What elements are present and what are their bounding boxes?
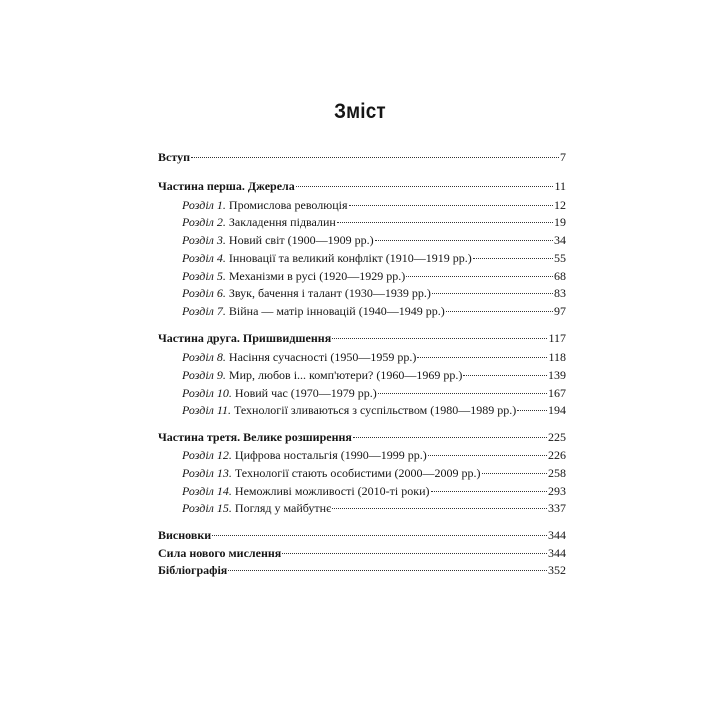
dot-leader [417, 357, 547, 358]
toc-page-number: 68 [554, 269, 566, 283]
toc-chapter-2[interactable] [182, 213, 566, 231]
toc-page-number: 344 [548, 528, 566, 542]
chapter-title: Новий час (1970—1979 рр.) [234, 386, 377, 400]
page-title: Зміст [334, 100, 386, 123]
toc-part-2[interactable] [158, 329, 566, 347]
chapter-title: Механізми в русі (1920—1929 рр.) [228, 269, 406, 283]
chapter-title: Інновації та великий конфлікт (1910—1919 рр.) [228, 251, 472, 265]
toc-part-1[interactable] [158, 177, 566, 195]
dot-leader [353, 437, 547, 438]
toc-page-number: 258 [548, 466, 566, 480]
toc-page-number: 225 [548, 430, 566, 444]
toc-chapter-10[interactable] [182, 384, 566, 402]
toc-entry-conclusions[interactable] [158, 526, 566, 544]
dot-leader [482, 473, 547, 474]
chapter-title: Закладення підвалин [228, 215, 336, 229]
toc-page-number: 117 [548, 331, 566, 345]
chapter-prefix: Розділ 1. [182, 198, 226, 212]
toc-chapter-11[interactable] [182, 401, 566, 419]
toc-page-number: 11 [554, 179, 566, 193]
toc-chapter-8[interactable] [182, 348, 566, 366]
chapter-prefix: Розділ 14. [182, 484, 232, 498]
dot-leader [517, 410, 547, 411]
toc-page-number: 34 [554, 233, 566, 247]
chapter-title: Новий світ (1900—1909 рр.) [228, 233, 374, 247]
chapter-title: Війна — матір інновацій (1940—1949 рр.) [228, 304, 445, 318]
toc-part-3[interactable] [158, 428, 566, 446]
dot-leader [428, 455, 547, 456]
chapter-prefix: Розділ 3. [182, 233, 226, 247]
chapter-title: Технології стають особистими (2000—2009 рр.) [234, 466, 481, 480]
toc-chapter-13[interactable] [182, 464, 566, 482]
chapter-title: Цифрова ностальгія (1990—1999 рр.) [234, 448, 427, 462]
chapter-prefix: Розділ 2. [182, 215, 226, 229]
toc-chapter-12[interactable] [182, 446, 566, 464]
chapter-prefix: Розділ 15. [182, 501, 232, 515]
toc-page-number: 55 [554, 251, 566, 265]
dot-leader [375, 240, 553, 241]
toc-page-number: 352 [548, 563, 566, 577]
chapter-prefix: Розділ 11. [182, 403, 232, 417]
toc-page-number: 118 [548, 350, 566, 364]
chapter-prefix: Розділ 7. [182, 304, 226, 318]
toc-page-number: 167 [548, 386, 566, 400]
toc-page-number: 139 [548, 368, 566, 382]
part-title: Джерела [247, 179, 295, 193]
toc-page-number: 194 [548, 403, 566, 417]
dot-leader [431, 491, 548, 492]
dot-leader [406, 276, 553, 277]
toc-chapter-1[interactable] [182, 196, 566, 214]
toc-chapter-6[interactable] [182, 284, 566, 302]
chapter-title: Насіння сучасності (1950—1959 рр.) [228, 350, 417, 364]
chapter-prefix: Розділ 9. [182, 368, 226, 382]
chapter-prefix: Розділ 5. [182, 269, 226, 283]
dot-leader [446, 311, 553, 312]
toc-page-number: 7 [560, 150, 566, 164]
toc-page-number: 337 [548, 501, 566, 515]
dot-leader [228, 570, 547, 571]
chapter-title: Технології зливаються з суспільством (1980—1989 рр.) [234, 403, 517, 417]
dot-leader [191, 157, 559, 158]
dot-leader [282, 553, 547, 554]
toc-chapter-4[interactable] [182, 249, 566, 267]
toc-entry-bibliography[interactable] [158, 561, 566, 579]
chapter-prefix: Розділ 4. [182, 251, 226, 265]
dot-leader [349, 205, 554, 206]
toc-page-number: 293 [548, 484, 566, 498]
toc-chapter-14[interactable] [182, 482, 566, 500]
dot-leader [432, 293, 553, 294]
chapter-prefix: Розділ 8. [182, 350, 226, 364]
dot-leader [473, 258, 553, 259]
toc-page-number: 226 [548, 448, 566, 462]
toc-chapter-7[interactable] [182, 302, 566, 320]
chapter-prefix: Розділ 12. [182, 448, 232, 462]
part-label: Частина перша. [158, 179, 245, 193]
dot-leader [463, 375, 547, 376]
part-title: Пришвидшення [242, 331, 332, 345]
chapter-title: Неможливі можливості (2010-ті роки) [234, 484, 430, 498]
toc-entry-label: Бібліографія [158, 563, 228, 577]
chapter-title: Мир, любов і... комп'ютери? (1960—1969 рр.) [228, 368, 463, 382]
chapter-title: Звук, бачення і талант (1930—1939 рр.) [228, 286, 431, 300]
part-label: Частина третя. [158, 430, 241, 444]
dot-leader [337, 222, 553, 223]
toc-page-number: 97 [554, 304, 566, 318]
dot-leader [296, 186, 554, 187]
dot-leader [332, 508, 547, 509]
toc-chapter-9[interactable] [182, 366, 566, 384]
chapter-prefix: Розділ 10. [182, 386, 232, 400]
toc-page-number: 12 [554, 198, 566, 212]
toc-chapter-5[interactable] [182, 267, 566, 285]
chapter-prefix: Розділ 13. [182, 466, 232, 480]
toc-page-number: 83 [554, 286, 566, 300]
part-title: Велике розширення [243, 430, 352, 444]
table-of-contents [158, 0, 566, 720]
toc-entry-label: Висновки [158, 528, 212, 542]
chapter-title: Промислова революція [228, 198, 348, 212]
toc-entry-label: Сила нового мислення [158, 546, 282, 560]
dot-leader [332, 338, 547, 339]
dot-leader [378, 393, 547, 394]
toc-entry-intro[interactable] [158, 148, 566, 166]
part-label: Частина друга. [158, 331, 240, 345]
toc-chapter-15[interactable] [182, 499, 566, 517]
toc-chapter-3[interactable] [182, 231, 566, 249]
toc-page-number: 19 [554, 215, 566, 229]
dot-leader [212, 535, 547, 536]
toc-entry-new-thinking[interactable] [158, 544, 566, 562]
toc-entry-label: Вступ [158, 150, 190, 164]
chapter-prefix: Розділ 6. [182, 286, 226, 300]
toc-page-number: 344 [548, 546, 566, 560]
chapter-title: Погляд у майбутнє [234, 501, 332, 515]
